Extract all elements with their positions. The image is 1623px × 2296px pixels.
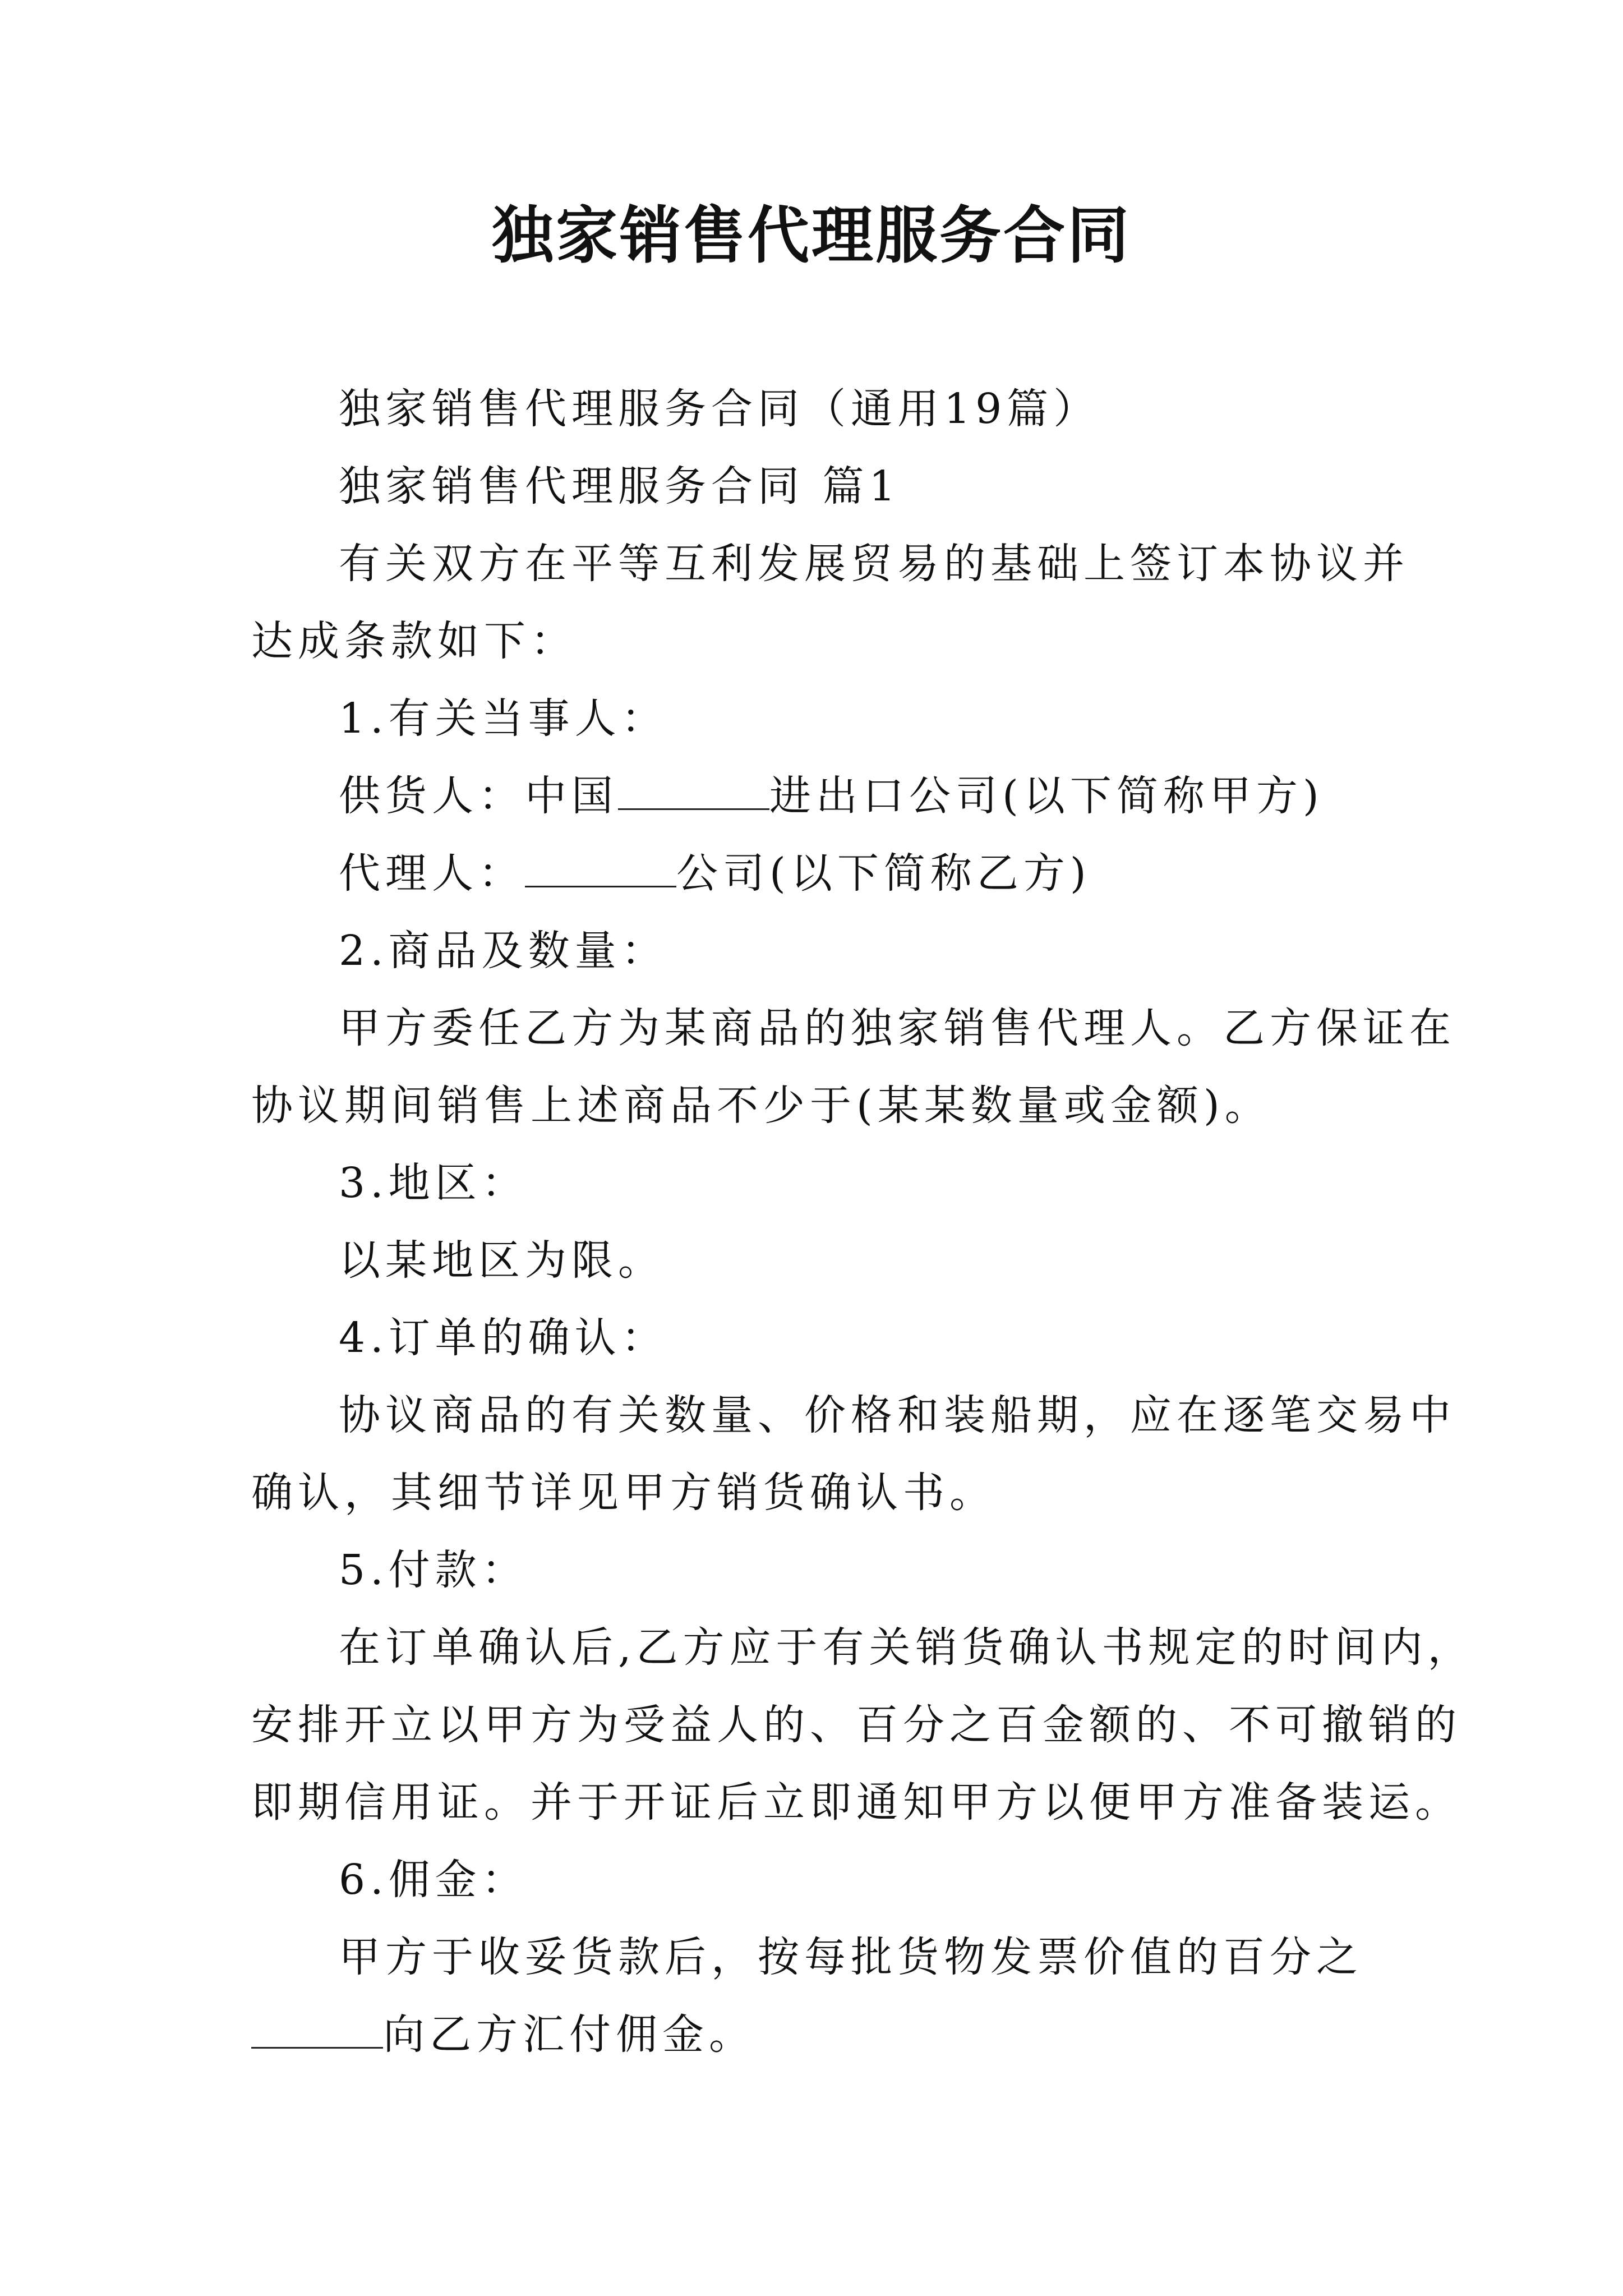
agent-prefix: 代理人： xyxy=(339,849,525,898)
agent-name-blank xyxy=(525,851,676,887)
subtitle: 独家销售代理服务合同（通用19篇） xyxy=(339,385,1100,433)
supplier-line xyxy=(251,757,1395,835)
supplier-name-blank xyxy=(618,774,769,810)
intro-line-1: 有关双方在平等互利发展贸易的基础上签订本协议并 xyxy=(339,540,1409,588)
section-3-heading: 3.地区： xyxy=(339,1159,528,1207)
section-2-heading: 2.商品及数量： xyxy=(339,927,668,975)
section-4-line-1: 协议商品的有关数量、价格和装船期，应在逐笔交易中 xyxy=(339,1391,1456,1439)
section-6-line-2 xyxy=(251,1996,1395,2073)
section-2-line-1: 甲方委任乙方为某商品的独家销售代理人。乙方保证在 xyxy=(339,1004,1456,1052)
section-5-line-1: 在订单确认后,乙方应于有关销货确认书规定的时间内， xyxy=(339,1623,1474,1672)
agent-line xyxy=(251,835,1395,912)
supplier-prefix: 供货人：中国 xyxy=(339,772,618,820)
supplier-suffix: 进出口公司(以下简称甲方) xyxy=(769,772,1324,820)
section-3-line-1: 以某地区为限。 xyxy=(339,1236,665,1285)
section-5-heading: 5.付款： xyxy=(339,1546,528,1594)
document-body xyxy=(251,370,1474,2073)
section-5-line-3: 即期信用证。并于开证后立即通知甲方以便甲方准备装运。 xyxy=(251,1778,1461,1826)
section-6-line-2-suffix: 向乙方汇付佣金。 xyxy=(383,2010,755,2059)
intro-line-2: 达成条款如下： xyxy=(251,617,577,665)
section-1-heading: 1.有关当事人： xyxy=(339,694,668,743)
section-6-line-1: 甲方于收妥货款后，按每批货物发票价值的百分之 xyxy=(339,1933,1363,1981)
section-4-heading: 4.订单的确认： xyxy=(339,1314,668,1362)
section-4-line-2: 确认，其细节详见甲方销货确认书。 xyxy=(251,1469,996,1517)
document-title: 独家销售代理服务合同 xyxy=(492,199,1131,272)
commission-percent-blank xyxy=(251,2012,383,2049)
section-6-heading: 6.佣金： xyxy=(339,1856,528,1904)
agent-suffix: 公司(以下简称乙方) xyxy=(676,849,1091,898)
section-2-line-2: 协议期间销售上述商品不少于(某某数量或金额)。 xyxy=(251,1082,1271,1130)
section-5-line-2: 安排开立以甲方为受益人的、百分之百金额的、不可撤销的 xyxy=(251,1701,1461,1749)
part-heading: 独家销售代理服务合同 篇1 xyxy=(339,462,901,510)
